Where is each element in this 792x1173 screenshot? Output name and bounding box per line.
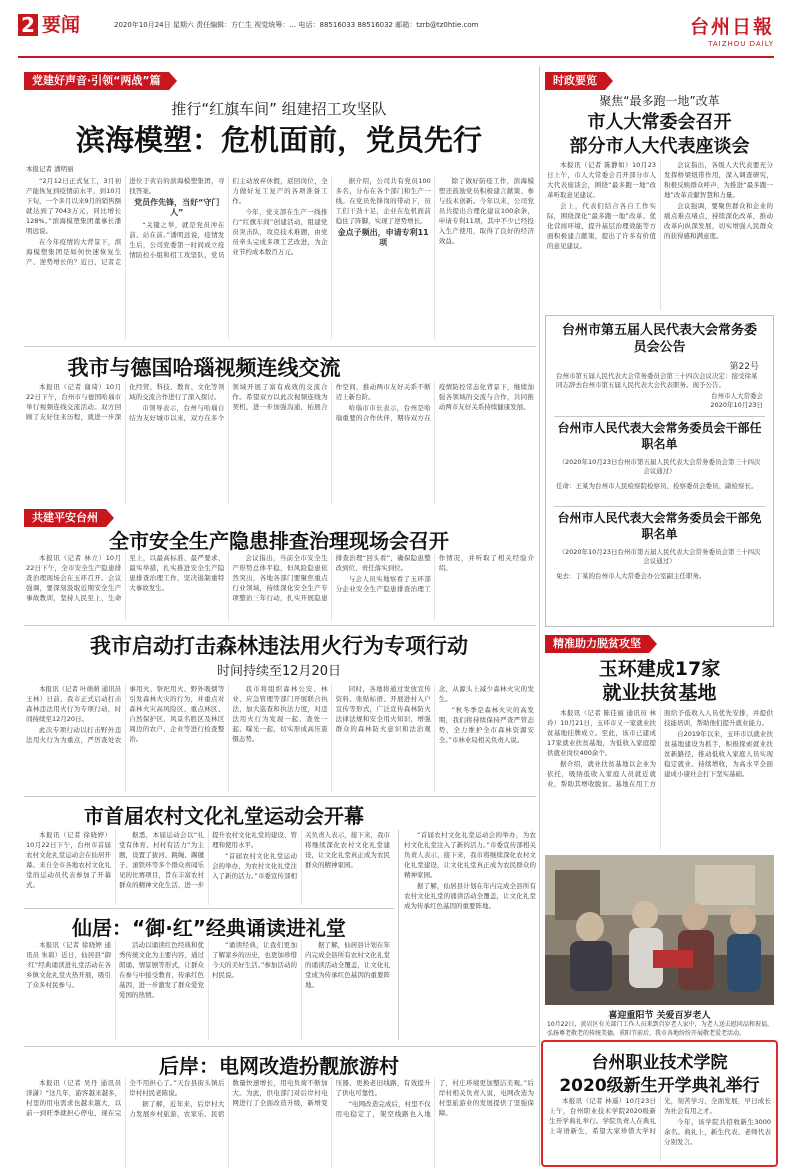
r3-title-line2[interactable]: 2020级新生开学典礼举行	[559, 1076, 760, 1096]
paragraph: 本报讯（记者 谢琦）10月22日下午，台州市与德国哈瑙市举行视频连线交流活动。双方回顾了友好往来历程，就进一步深化经贸、科技、教育、文化等领域的交流合作进行了深入探讨。	[26, 383, 225, 421]
article6-body	[26, 940, 390, 1040]
r1-kicker: 聚焦“最多跑一地”改革	[599, 94, 720, 108]
dismissal-body: 免去：丁某的台州市人大常委会办公室副主任职务。	[556, 572, 706, 580]
article5-continued	[404, 830, 536, 1040]
article1-subhead: 党员作先锋，当好“守门人”	[134, 198, 220, 217]
paragraph: 本报讯（记者 陈佳丽 通讯员 林玲）10月21日，玉环市又一家就业扶贫基地挂牌成立。至此，该市已建成17家就业扶贫基地，为低收入家庭提供就业岗位400余个。	[547, 709, 656, 757]
paragraph: 本报讯（记者 陈静如）10月23日上午，市人大常委会召开部分市人大代表座谈会，围绕“最多跑一地”改革听取意见建议。	[547, 161, 656, 199]
photo-caption: 喜迎重阳节 关爱百岁老人	[608, 1011, 711, 1021]
elderly-visit-photo	[545, 855, 774, 1005]
article1-title[interactable]: 滨海模塑：危机面前，党员先行	[75, 123, 482, 157]
paragraph: 会议指出，各级人大代表要充分发挥桥梁纽带作用，深入调查研究，积极反映群众呼声，为推进“最多跑一地”改革贡献智慧和力量。	[664, 161, 773, 199]
paragraph: 今年，该学院共招收新生3000余名。典礼上，新生代表、老师代表分别发言。	[664, 1118, 771, 1146]
paragraph: 据介绍，公司共有党员100多名，分布在各个部门和生产一线。在党员先锋岗的带动下，员工们干劲十足，企业在危机面前稳住了阵脚，实现了逆势增长。	[335, 177, 431, 225]
photo-illustration	[545, 855, 774, 1005]
paragraph: “关键之举，就是党员冲在前、站在前。”潘明远说，疫情发生后，公司党委第一时间成立疫情防控小组和招工攻坚队，党员们主动放弃休假，返回岗位，全力做好复工复产的各项准备工作。	[129, 177, 328, 259]
paragraph: 与会人员实地察看了玉环部分企业安全生产隐患排查治理工作情况，并听取了相关经验介绍。	[335, 554, 534, 593]
notice-title[interactable]: 台州市第五届人民代表大会常务委员会公告	[562, 323, 758, 355]
paragraph: 活动以诵读红色经典和优秀传统文化为主要内容，通过朗诵、情景剧等形式，让群众在参与中接受教育、传承红色基因，进一步激发了群众爱党爱国的热情。	[119, 941, 204, 999]
r1-title-line2[interactable]: 部分市人大代表座谈会	[569, 136, 750, 157]
poverty-tag: 精准助力脱贫攻坚	[545, 635, 649, 653]
r1-title-line1[interactable]: 市人大常委会召开	[587, 112, 732, 133]
divider	[398, 830, 399, 1040]
column-divider	[539, 66, 540, 1166]
paragraph: 本报讯（记者 林遥）10月23日上午，台州职业技术学院2020级新生开学典礼举行。学院负责人在典礼上寄语新生，希望大家珍惜大学时光，刻苦学习，全面发展，早日成长为社会有用之才。	[549, 1097, 771, 1135]
r1-body	[547, 160, 773, 310]
page-number: 2	[18, 14, 38, 36]
r3-title-line1[interactable]: 台州职业技术学院	[591, 1053, 728, 1073]
section-title: 要闻	[42, 14, 81, 36]
paragraph: 本报讯（记者 叶萌萌 通讯员 王林）日前，我市正式启动打击森林违法用火行为专项行动，时间持续至12月20日。	[26, 685, 122, 723]
paragraph: 今年，党支部在生产一线推行“红旗车间”创建活动，组建党员突击队，攻克技术难题，由党员牵头完成多项工艺改进，为企业节约成本数百万元。	[232, 208, 328, 256]
paragraph: “2月12日正式复工，3月初产能恢复到疫情前水平，到10月下旬，一个多月以来9月的销售额就达到了7043万元，同比增长128%。”滨海模塑集团董事长潘明远说。	[26, 177, 122, 235]
r2-title-line2[interactable]: 就业扶贫基地	[602, 682, 717, 704]
divider	[24, 625, 536, 626]
brand	[690, 12, 774, 48]
paragraph: 会议指出，当前全市安全生产形势总体平稳，但风险隐患依然突出，各地各部门要聚焦重点行业领域，持续深化安全生产专项整治三年行动，扎实开展隐患排查治理“回头看”，确保隐患整改到位、责任落实到位。	[232, 554, 431, 602]
divider	[24, 1046, 536, 1047]
dismissal-note: （2020年10月23日台州市第五届人民代表大会常务委员会第三十四次会议通过）	[558, 548, 761, 565]
article5-title[interactable]: 市首届农村文化礼堂运动会开幕	[84, 804, 364, 828]
policy-tag: 时政要览	[545, 72, 605, 90]
paragraph: 会上，代表们结合各自工作实际，围绕深化“最多跑一地”改革、优化营商环境、提升基层治理效能等方面积极建言献策，提出了许多有价值的意见建议。	[547, 202, 656, 250]
paragraph: 本报讯（记者 徐晓婷 通讯员 朱碧）近日，仙居县“御·红”经典诵读进礼堂活动在各乡镇文化礼堂火热开展，吸引了众多村民参与。	[26, 941, 111, 989]
safety-tag: 共建平安台州	[24, 509, 106, 527]
paragraph: 除了做好防疫工作，滨海模塑还鼓励党员积极建言献策、参与技术创新。今年以来，公司党员共提出合理化建议100余条，申请专利11项，其中不少已经投入生产使用，取得了良好的经济效益。	[438, 177, 534, 245]
article7-title[interactable]: 后岸：电网改造扮靓旅游村	[159, 1054, 399, 1078]
article7-body	[26, 1078, 534, 1168]
divider	[24, 796, 536, 797]
divider	[554, 416, 765, 417]
paragraph: 本报讯（记者 徐晓婷）10月22日下午，台州市首届农村文化礼堂运动会在仙居开幕。来自全市各地农村文化礼堂的运动员代表参加了开幕式。	[26, 831, 111, 889]
notice-number: 第22号	[729, 362, 759, 372]
paragraph: 会议强调，要聚焦群众和企业的痛点难点堵点，持续深化改革，推动改革向纵深发展，切实增强人民群众的获得感和满意度。	[664, 202, 773, 240]
paragraph: 据介绍，就业扶贫基地以企业为依托，吸纳低收入家庭人员就近就业，帮助其增收脱贫。基地在用工方面给予低收入人员优先安排，并提供技能培训，帮助他们提升就业能力。	[547, 709, 773, 788]
article1-body	[26, 176, 534, 339]
article3-title[interactable]: 全市安全生产隐患排查治理现场会召开	[109, 529, 449, 553]
paragraph: 市领导表示，台州与哈瑙自结为友好城市以来，双方在多个领域开展了富有成效的交流合作。希望双方以此次视频连线为契机，进一步加强沟通，拓展合作空间，推动两市友好关系不断迈上新台阶。	[129, 383, 431, 422]
brand-name: 台州日報	[689, 16, 774, 38]
masthead	[18, 14, 774, 58]
article4-body	[26, 684, 534, 792]
paragraph: “诵读经典，让我们更加了解家乡的历史，也更加珍惜今天的美好生活。”参加活动的村民说。	[212, 941, 297, 979]
photo-caption-body: 10月22日，黄岩区有关部门工作人员来到百岁老人家中，为老人送去慰问品和祝福，弘扬尊老敬老的传统美德。重阳节前后，我市各地纷纷开展敬老爱老活动。	[547, 1021, 773, 1037]
r3-body	[549, 1096, 771, 1162]
paragraph: 据悉，本届运动会以“礼堂有体育、村村有活力”为主题，设置了拔河、跳绳、踢毽子、滚铁环等多个群众喜闻乐见的比赛项目，旨在丰富农村群众的精神文化生活，进一步提升农村文化礼堂的建设、管理和使用水平。	[119, 831, 297, 889]
masthead-info: 2020年10月24日 星期六 责任编辑：方仁生 视觉统筹：… 电话：88516033 88516032 邮箱：tzrb@tz0htie.com	[114, 21, 479, 29]
article4-title[interactable]: 我市启动打击森林违法用火行为专项行动	[90, 634, 468, 658]
party-building-tag: 党建好声音·引领“两战”篇	[24, 72, 169, 90]
r2-body	[547, 708, 773, 850]
paragraph: 此次专项行动以打击野外违法用火行为为重点，严厉查处农事用火、祭祀用火、野外吸烟等引发森林火灾的行为，并重点对森林火灾高风险区、重点林区、自然保护区、风景名胜区及林区周边的农户、企业等进行检查整治。	[26, 685, 225, 744]
article5-body	[26, 830, 390, 905]
brand-english: TAIZHOU DAILY	[708, 40, 774, 48]
paragraph: 同时，各地将通过发放宣传资料、张贴标语、开展进村入户宣传等形式，广泛宣传森林防火法律法规和安全用火知识，增强群众的森林防火意识和法治观念，从源头上减少森林火灾的发生。	[335, 685, 534, 733]
appointment-body: 任命：王某为台州市人民检察院检察员、检察委员会委员、副检察长。	[556, 482, 758, 490]
article6-title[interactable]: 仙居：“御·红”经典诵读进礼堂	[72, 916, 346, 940]
r2-title-line1[interactable]: 玉环建成17家	[598, 658, 721, 680]
paragraph: 据了解，仙居县计划在年内完成全县所有农村文化礼堂的诵读活动全覆盖，让文化礼堂成为传承红色基因的重要阵地。	[404, 882, 536, 910]
paragraph: “秋冬季是森林火灾的高发期，我们将持续保持严查严管态势，全力维护全市森林资源安全。”市林业局相关负责人说。	[438, 706, 534, 744]
appointment-list-title[interactable]: 台州市人民代表大会常务委员会干部任职名单	[557, 421, 762, 451]
dismissal-list-title[interactable]: 台州市人民代表大会常务委员会干部免职名单	[557, 511, 762, 541]
paragraph: 据了解，近年来，后岸村大力发展乡村旅游，农家乐、民宿数量快速增长，用电负荷不断加大。为此，供电部门对后岸村电网进行了全面改造升级，新增变压器、更换老旧线路，有效提升了供电可靠性。	[129, 1079, 431, 1118]
notice-signature: 台州市人大常委会 2020年10月23日	[710, 392, 763, 409]
paragraph: 哈瑙市市长表示，台州是哈瑙重要的合作伙伴，期待双方在疫情防控常态化背景下，继续加强各领域的交流与合作，共同推动两市友好关系持续健康发展。	[335, 383, 534, 422]
notice-body: 台州市第五届人民代表大会常务委员会第三十四次会议决定：接受徐某同志辞去台州市第五届人民代表大会代表职务。现予公告。	[556, 372, 758, 389]
paragraph: “首届农村文化礼堂运动会的举办，为农村文化礼堂注入了新的活力。”市委宣传部相关负责人表示，接下来，我市将继续深化农村文化礼堂建设，让文化礼堂真正成为农民群众的精神家园。	[212, 831, 390, 880]
article1-byline: 本报记者 潘明丽	[26, 165, 74, 173]
paragraph: 本报讯（记者 林立）10月22日下午，全市安全生产隐患排查治理现场会在玉环召开。会议强调，要深刻汲取近期安全生产事故教训，坚持人民至上、生命至上，以最高标准、最严要求、最实举措，扎实推进安全生产隐患排查治理工作，坚决遏制重特大事故发生。	[26, 554, 225, 602]
appointment-note: （2020年10月23日台州市第五届人民代表大会常务委员会第三十四次会议通过）	[558, 458, 761, 475]
paragraph: “首届农村文化礼堂运动会的举办，为农村文化礼堂注入了新的活力。”市委宣传部相关负责人表示，接下来，我市将继续深化农村文化礼堂建设，让文化礼堂真正成为农民群众的精神家园。	[404, 831, 536, 879]
divider	[24, 346, 536, 347]
article2-title[interactable]: 我市与德国哈瑙视频连线交流	[67, 356, 341, 380]
article1-kicker[interactable]: 推行“红旗车间” 组建招工攻坚队	[171, 100, 387, 118]
paragraph: 自2019年以来，玉环市以就业扶贫基地建设为抓手，积极探索就业扶贫新路径，推动低收入家庭人员实现稳定就业、持续增收，为高水平全面建成小康社会打下坚实基础。	[664, 730, 773, 778]
article1-subhead: 金点子频出，申请专利11项	[337, 228, 429, 247]
public-notice-box	[545, 315, 774, 627]
divider	[554, 506, 765, 507]
divider	[24, 908, 394, 909]
article4-subtitle: 时间持续至12月20日	[216, 664, 342, 679]
article3-body	[26, 553, 534, 621]
paragraph: 在今年疫情的大背景下，滨海模塑集团是如何快速恢复生产、逆势增长的？近日，记者走进位于黄岩的滨海模塑集团，寻找答案。	[26, 177, 225, 266]
article2-body	[26, 382, 534, 504]
paragraph: 据了解，仙居县计划在年内完成全县所有农村文化礼堂的诵读活动全覆盖，让文化礼堂成为传承红色基因的重要阵地。	[305, 941, 390, 989]
paragraph: “电网改造完成后，村里不仅用电稳定了，架空线路也入地了，村庄环境更加整洁美观。”后岸村相关负责人说，电网改造为村里旅游业的发展提供了坚强保障。	[335, 1079, 534, 1118]
paragraph: 本报讯（记者 吴丹 通讯员 泽潇）“这几年，游客越来越多，村里的用电需求也越来越大，以前一到旺季就担心停电，现在完全不用担心了。”天台县街头镇后岸村村民老陈说。	[26, 1079, 225, 1117]
paragraph: 我市将组织森林公安、林业、应急管理等部门开展联合执法，加大巡查和执法力度，对违法用火行为发现一起、查处一起、曝光一起，切实形成高压震慑态势。	[232, 685, 328, 743]
